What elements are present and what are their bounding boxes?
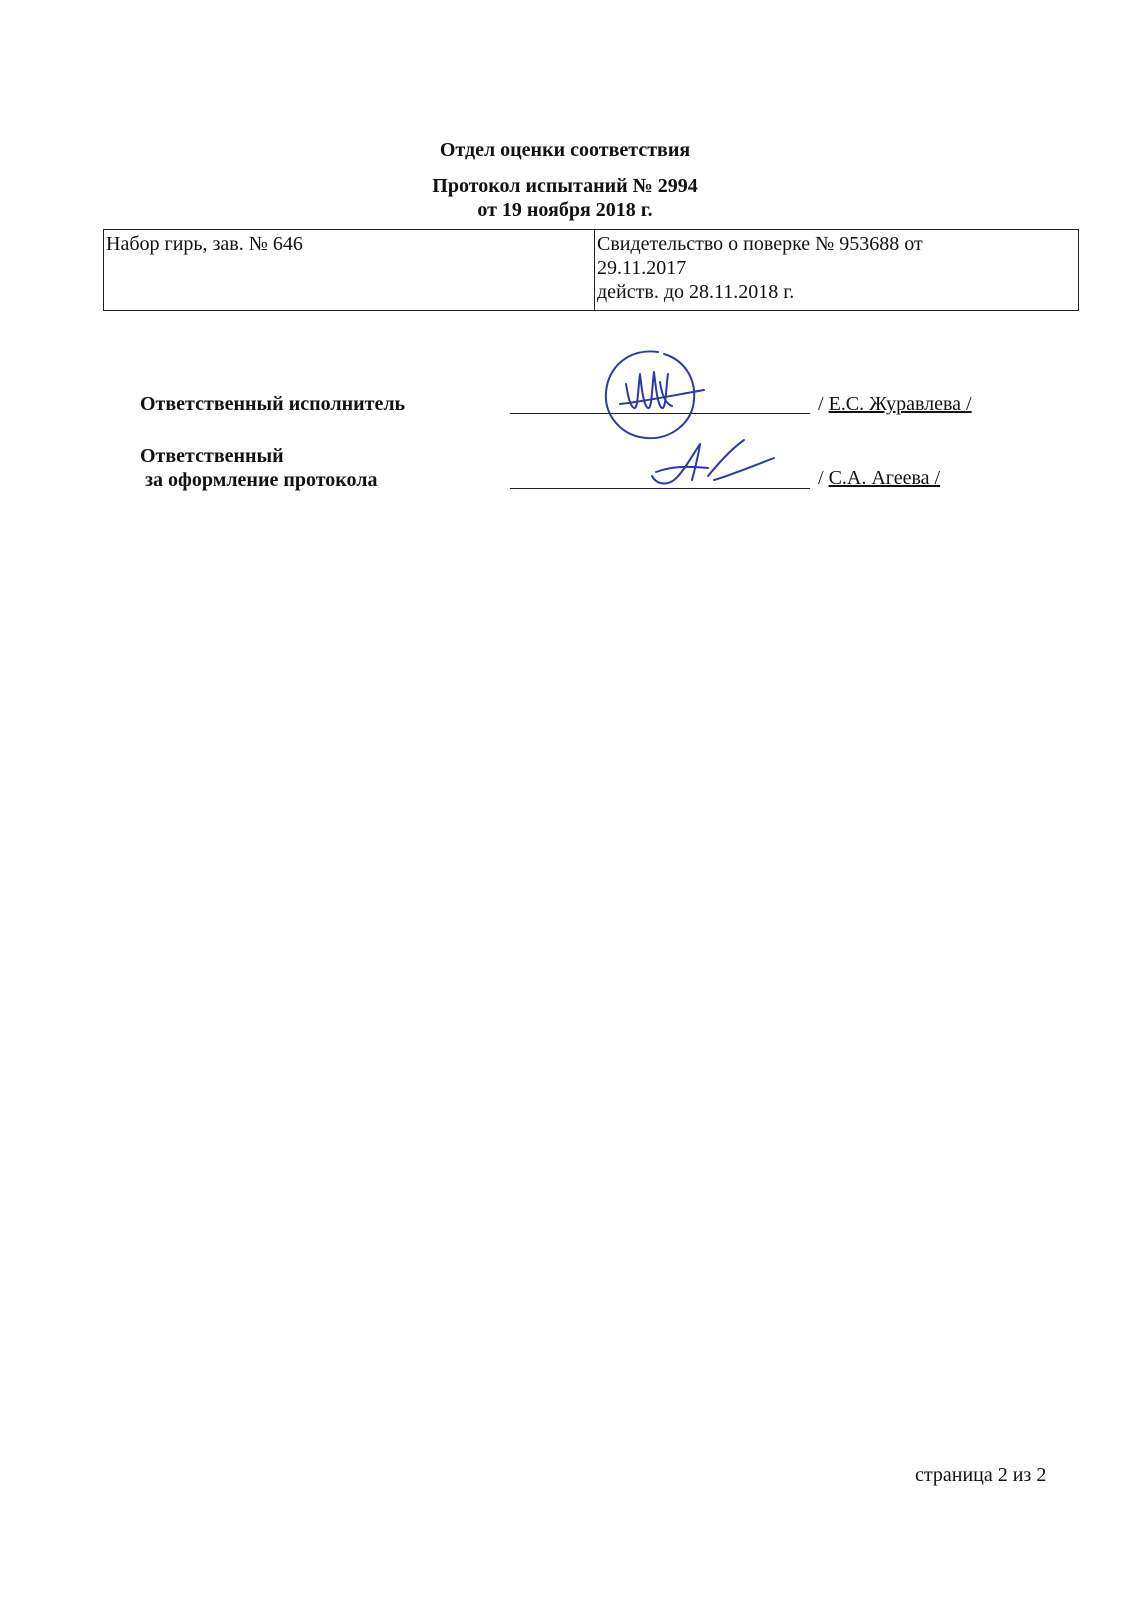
equipment-item-cell	[104, 230, 595, 311]
certificate-cell	[595, 230, 1079, 311]
signer-2-name: С.А. Агеева /	[828, 467, 941, 489]
signer-1-name: Е.С. Журавлева /	[828, 393, 972, 415]
page-number: страница 2 из 2	[915, 1464, 1047, 1486]
signer-2-role-line-1: Ответственный	[140, 445, 284, 467]
protocol-title: Протокол испытаний № 2994	[432, 175, 698, 197]
signer-2-separator: /	[818, 467, 824, 489]
equipment-table	[103, 229, 1079, 311]
signer-1-name-block	[818, 392, 972, 416]
equipment-item: Набор гирь, зав. № 646	[106, 233, 303, 255]
signer-1-handwritten-signature	[600, 344, 710, 444]
signer-1-separator: /	[818, 393, 824, 415]
table-row	[104, 230, 1079, 311]
protocol-date: от 19 ноября 2018 г.	[477, 199, 653, 221]
signer-2-name-block	[818, 466, 940, 490]
signer-2-role-line-2: за оформление протокола	[145, 469, 378, 491]
signer-1-role: Ответственный исполнитель	[140, 393, 406, 415]
certificate-line-1: Свидетельство о поверке № 953688 от	[597, 233, 923, 255]
certificate-line-2: 29.11.2017	[597, 257, 687, 279]
department-heading: Отдел оценки соответствия	[439, 139, 691, 161]
signer-2-handwritten-signature	[648, 436, 778, 496]
certificate-line-3: действ. до 28.11.2018 г.	[597, 281, 795, 303]
